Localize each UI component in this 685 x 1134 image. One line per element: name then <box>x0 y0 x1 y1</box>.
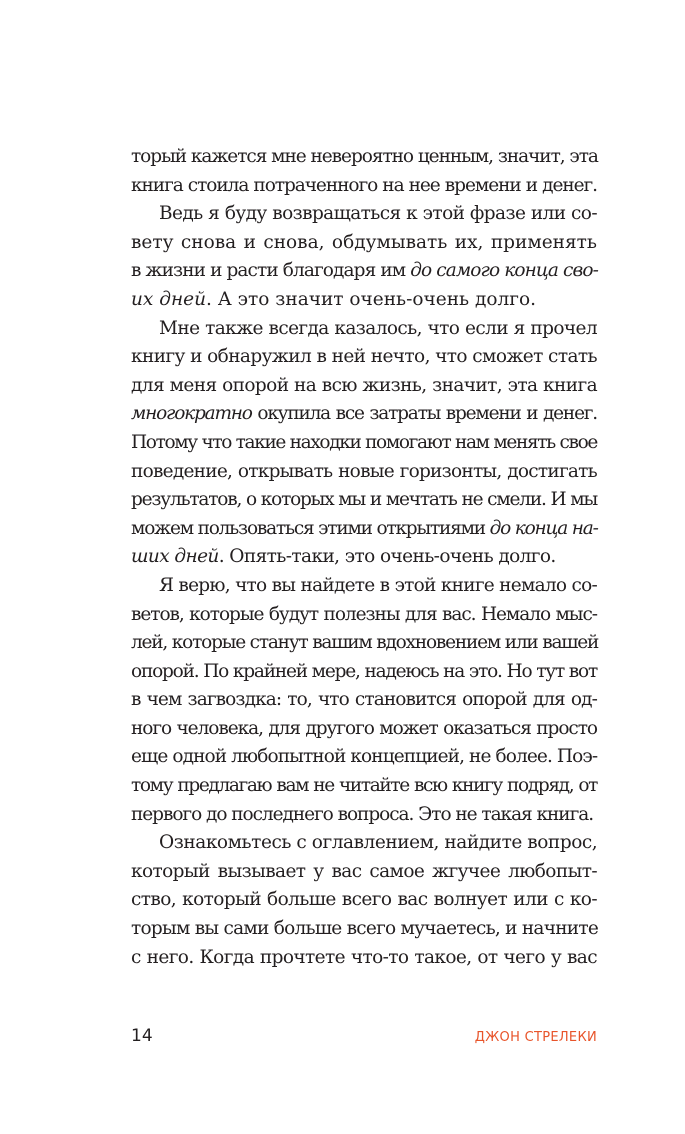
text-line: с него. Когда прочтете что-то такое, от чего у вас <box>131 946 597 968</box>
running-footer-author: ДЖОН СТРЕЛЕКИ <box>474 1030 597 1045</box>
text-line: Ведь я буду возвращаться к этой фразе или со- <box>159 203 597 225</box>
text-line: ветов, которые будут полезны для вас. Немало мыс- <box>131 603 597 625</box>
italic-phrase: их дней <box>131 288 207 310</box>
text-line: ших дней. Опять-таки, это очень-очень долго. <box>131 546 556 568</box>
text-line: многократно окупила все затраты времени и денег. <box>131 403 597 425</box>
text-line: торый кажется мне невероятно ценным, значит, эта <box>131 146 598 167</box>
text-line: книга стоила потраченного на нее времени и денег. <box>131 174 597 196</box>
text-line: Потому что такие находки помогают нам менять свое <box>131 431 597 453</box>
text-line: опорой. По крайней мере, надеюсь на это. Но тут вот <box>131 660 597 682</box>
text-line: ство, который больше всего вас волнует или с ко- <box>131 889 597 911</box>
italic-phrase: до самого конца сво- <box>410 260 598 282</box>
text-line: для меня опорой на всю жизнь, значит, эта книга <box>131 374 597 396</box>
italic-phrase: ших дней <box>131 546 219 568</box>
italic-phrase: до конца на- <box>489 517 598 539</box>
text-line: результатов, о которых мы и мечтать не смели. И мы <box>131 489 597 511</box>
text-line: еще одной любопытной концепцией, не более. Поэ- <box>131 746 598 768</box>
text-line: тому предлагаю вам не читайте всю книгу подряд, от <box>131 775 597 797</box>
text-line: торым вы сами больше всего мучаетесь, и начните <box>131 918 599 940</box>
text-line: лей, которые станут вашим вдохновением или вашей <box>131 632 599 654</box>
text-line: книгу и обнаружил в ней нечто, что сможет стать <box>131 346 597 368</box>
text-line: их дней. А это значит очень-очень долго. <box>131 288 536 310</box>
italic-phrase: многократно <box>131 403 252 425</box>
text-line: поведение, открывать новые горизонты, достигать <box>131 460 597 482</box>
text-line: который вызывает у вас самое жгучее любопыт- <box>131 860 597 882</box>
page-number: 14 <box>131 1026 153 1046</box>
text-line: Ознакомьтесь с оглавлением, найдите вопрос, <box>159 832 598 854</box>
body-text <box>131 143 597 972</box>
text-line: в чем загвоздка: то, что становится опорой для од- <box>131 689 597 711</box>
text-line: ного человека, для другого может оказаться просто <box>131 717 597 739</box>
text-line: первого до последнего вопроса. Это не такая книга. <box>131 803 594 825</box>
text-line: Мне также всегда казалось, что если я прочел <box>159 317 597 339</box>
text-line: Я верю, что вы найдете в этой книге немало со- <box>159 574 597 596</box>
text-line: в жизни и расти благодаря им до самого конца сво- <box>131 260 598 282</box>
text-line: можем пользоваться этими открытиями до конца на- <box>131 517 598 539</box>
text-line: вету снова и снова, обдумывать их, применять <box>131 231 597 253</box>
